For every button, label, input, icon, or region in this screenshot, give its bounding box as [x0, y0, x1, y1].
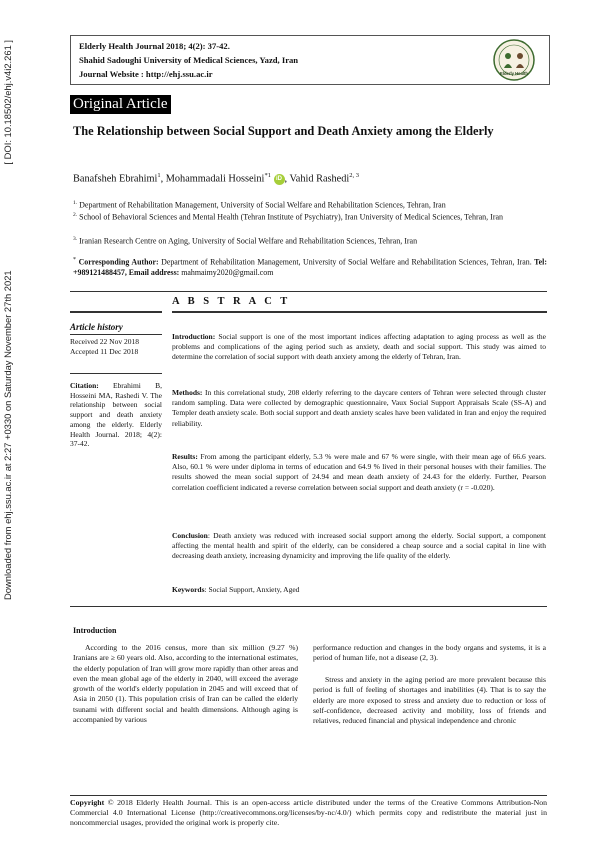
abstract-keywords-label: Keywords — [172, 585, 205, 594]
journal-logo — [489, 38, 539, 82]
affiliation-text: Iranian Research Centre on Aging, University of Social Welfare and Rehabilitation Sciences, Tehran, Iran — [79, 236, 418, 246]
affiliation-number: 2. — [73, 212, 78, 218]
journal-header — [70, 35, 550, 85]
author-1: Banafsheh Ebrahimi — [73, 173, 158, 185]
author-3-affiliation: 2, 3 — [349, 172, 359, 179]
abstract-keywords — [172, 585, 546, 595]
author-2: , Mohammadali Hosseini — [160, 173, 265, 185]
abstract-conclusion-text: : Death anxiety was reduced with increased social support among the elderly. Social support, a component affecting the mental health and spirit of the elderly, can be considered a cheap source and a social capital in line with decreasing death anxiety, increasing dynamicity and improving the life quality of the elderly. — [172, 531, 546, 561]
received-date: Received 22 Nov 2018 — [70, 337, 139, 346]
author-1-affiliation: 1 — [157, 172, 161, 179]
affiliation-number: 3. — [73, 236, 78, 242]
copyright-notice — [70, 798, 547, 828]
article-history-heading: Article history — [70, 322, 123, 332]
abstract-results — [172, 452, 546, 493]
corresponding-contact-label: Tel: +989121488457, Email address: — [73, 257, 547, 278]
abstract-results-label: Results: — [172, 452, 198, 461]
divider — [70, 291, 547, 292]
copyright-text: © 2018 Elderly Health Journal. This is an open-access article distributed under the terms of the Creative Commons Attribution-Non Commercial 4.0 International License (http://creativecommons.org/licenses/by-nc/4.0/) which permits copy and redistribute the material just in noncommercial usages, provided the original work is properly cite. — [70, 798, 547, 827]
abstract-intro-text: Social support is one of the most important indices affecting adaptation to aging process as well as the problems and complications of the aging period such as anxiety, death and social support. This study was aimed to determine the correlation of social support with death anxiety among the elderly of Tehran, Iran. — [172, 332, 546, 362]
abstract-intro-label: Introduction: — [172, 332, 216, 341]
article-type-label: Original Article — [70, 95, 171, 114]
citation — [70, 381, 162, 449]
abstract-results-text: From among the participant elderly, 5.3 % were male and 67 % were single, with their mean age of 66.6 years. Also, 60.1 % were under diploma in terms of education and 64.9 % lived in their personal houses with their families. The results showed the mean social support of 24.94 and mean death anxiety of 24.43 for the elderly. Further, Pearson correlation coefficient indicated a reverse correlation between social support and death anxiety (r = -0.020). — [172, 452, 546, 492]
journal-citation: Elderly Health Journal 2018; 4(2): 37-42. — [79, 41, 230, 51]
citation-text: Ebrahimi B, Hosseini MA, Rashedi V. The relationship between social support and death anxiety among the elderly. Elderly Health Journal. 2018; 4(2): 37-42. — [70, 381, 162, 449]
introduction-heading: Introduction — [73, 626, 117, 635]
author-3: , Vahid Rashedi — [284, 173, 350, 185]
affiliation-3 — [73, 234, 547, 247]
corresponding-email[interactable]: mahmaimy2020@gmail.com — [179, 268, 274, 278]
divider — [70, 373, 162, 374]
introduction-column-2a: performance reduction and changes in the body organs and systems, it is a period of human life, not a disease (2, 3). — [313, 643, 546, 663]
abstract-conclusion-label: Conclusion — [172, 531, 208, 540]
orcid-icon[interactable]: iD — [274, 174, 285, 185]
abstract-conclusion — [172, 531, 546, 562]
affiliation-text: School of Behavioral Sciences and Mental Health (Tehran Institute of Psychiatry), Iran University of Medical Sciences, Tehran, Iran — [79, 212, 504, 222]
abstract-methods-label: Methods: — [172, 388, 203, 397]
article-history — [70, 321, 162, 356]
author-2-affiliation: *1 — [264, 172, 271, 179]
divider — [70, 606, 547, 607]
affiliation-text: Department of Rehabilitation Management, University of Social Welfare and Rehabilitation Sciences, Tehran, Iran — [79, 200, 446, 210]
divider — [172, 311, 547, 313]
doi-stamp-text: [ DOI: 10.18502/ehj.v4i2.261 ] — [2, 40, 13, 165]
logo-text: Elderly Health — [500, 71, 528, 76]
abstract-methods — [172, 388, 546, 429]
introduction-column-1: According to the 2016 census, more than six million (9.27 %) Iranians are ≥ 60 years old. Also, according to the international estimates, the elderly population of Iran will grow more rapidly than other areas and even the mean global age of the elderly in 2040, will exceed the average growth of the world's elderly population in 2045 and will exceed that of Asia in 2050 (1). This population crisis of Iran can be called the elderly tsunami with different social and health dimensions. Although aging is accompanied by various — [73, 643, 298, 725]
corresponding-author — [73, 255, 547, 279]
affiliation-2 — [73, 210, 547, 223]
introduction-column-2b: Stress and anxiety in the aging period are more prevalent because this period is full of feeling of shortages and inabilities (4). That is to say the elderly are more exposed to stress and anxiety due to reduction or loss of self-confidence, decreased activity and mobility, loss of friends and relatives, reduced financial and physical independence and chronic — [313, 675, 546, 726]
divider — [70, 311, 162, 313]
citation-label: Citation: — [70, 381, 99, 390]
accepted-date: Accepted 11 Dec 2018 — [70, 346, 139, 356]
journal-publisher: Shahid Sadoughi University of Medical Sciences, Yazd, Iran — [79, 55, 299, 65]
divider — [70, 334, 162, 335]
download-stamp-text: Downloaded from ehj.ssu.ac.ir at 2:27 +0330 on Saturday November 27th 2021 — [2, 270, 13, 600]
journal-website: Journal Website : http://ehj.ssu.ac.ir — [79, 69, 213, 79]
copyright-label: Copyright — [70, 798, 105, 807]
corresponding-text: Department of Rehabilitation Management, University of Social Welfare and Rehabilitation Sciences, Tehran, Iran. — [158, 257, 532, 267]
author-list — [73, 172, 359, 185]
abstract-heading: A B S T R A C T — [172, 296, 291, 307]
affiliation-number: 1. — [73, 200, 78, 206]
abstract-methods-text: In this correlational study, 208 elderly referring to the daycare centers of Tehran were selected through cluster random sampling. Data were collected by demographic questionnaire, Vaux Social Support Appraisals Scale (SS-A) and Templer death anxiety scale. Both social support and death anxiety scales have been validated in Iran and enjoy the required reliability. — [172, 388, 546, 428]
corresponding-star: * — [73, 257, 76, 263]
download-stamp — [2, 40, 18, 600]
abstract-keywords-text: : Social Support, Anxiety, Aged — [204, 585, 300, 594]
divider — [70, 795, 547, 796]
abstract-introduction — [172, 332, 546, 363]
article-title: The Relationship between Social Support and Death Anxiety among the Elderly — [73, 124, 494, 138]
corresponding-label: Corresponding Author: — [78, 257, 159, 267]
affiliation-1 — [73, 198, 547, 211]
